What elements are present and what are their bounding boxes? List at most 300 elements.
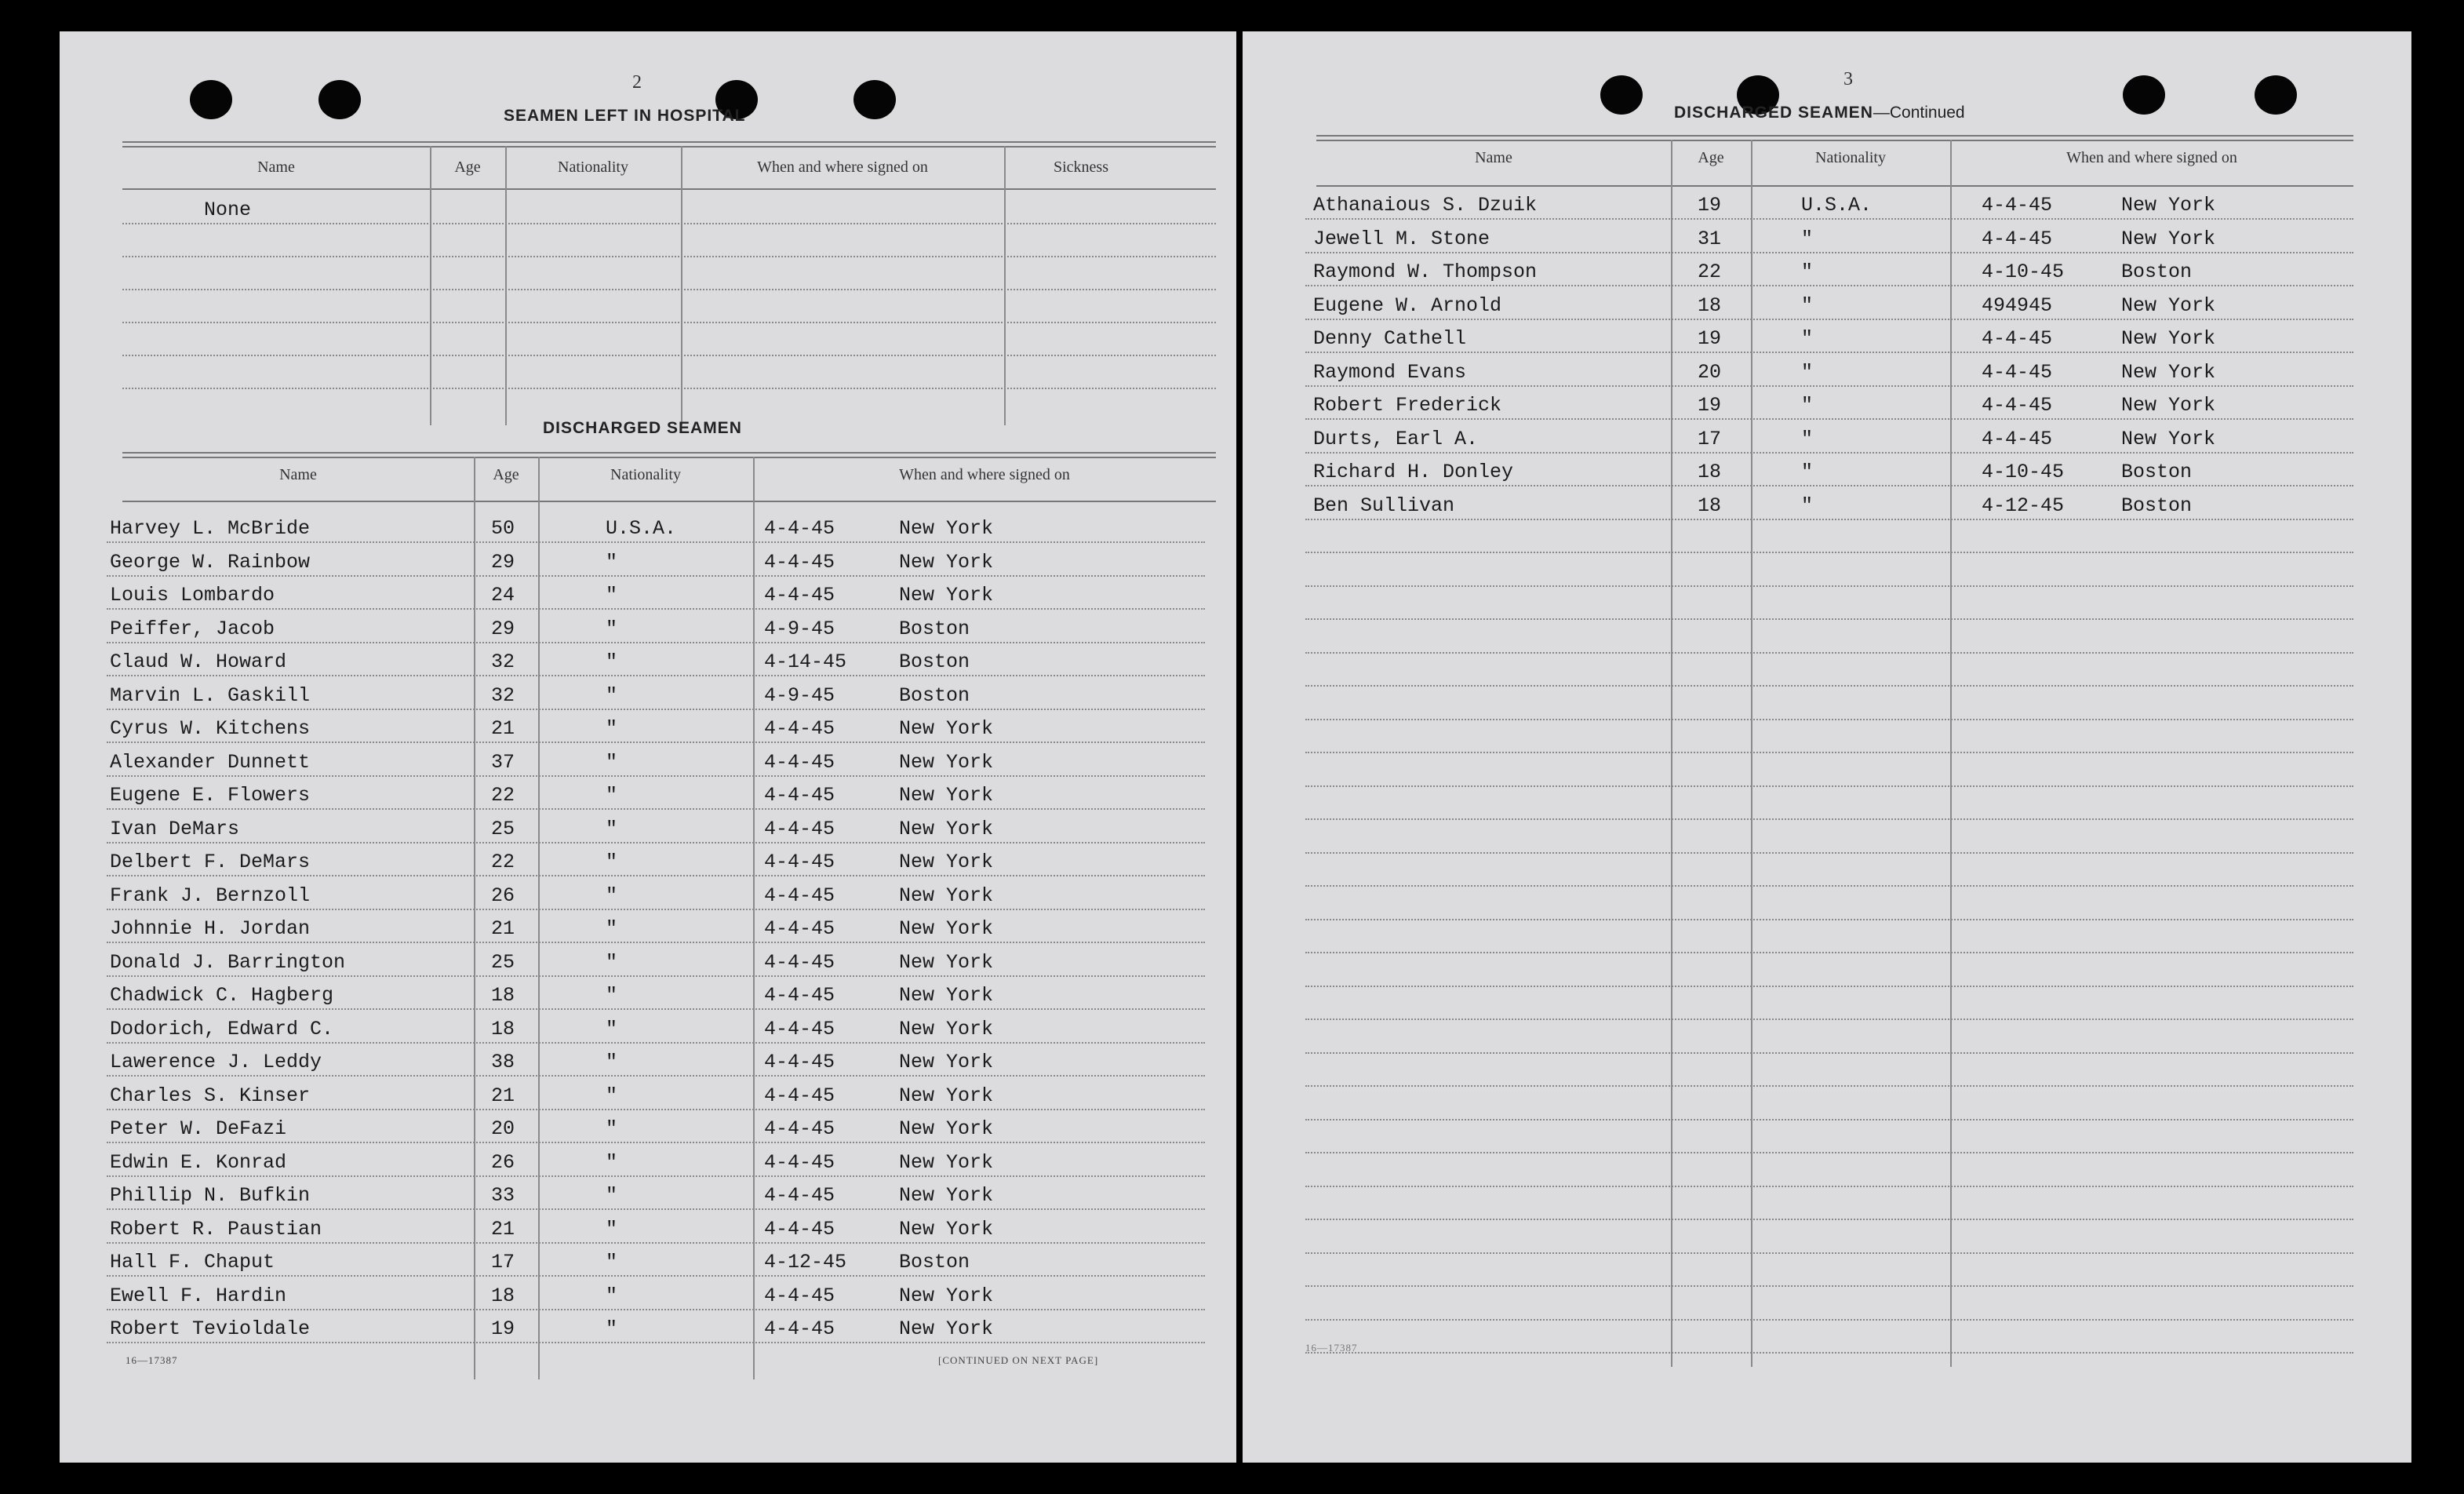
dotted-row-line [1305, 452, 2353, 454]
continued-header-age: Age [1698, 149, 1724, 166]
table-row [107, 848, 1205, 876]
table-row [107, 1015, 1205, 1044]
dotted-row-line [1305, 385, 2353, 387]
signed-on-date-cell: 4-4-45 [1982, 361, 2053, 384]
table-row [107, 1082, 1205, 1110]
seaman-nationality-cell: " [606, 1218, 618, 1241]
signed-on-place-cell: Boston [2121, 494, 2193, 517]
dotted-row-line [1305, 418, 2353, 420]
seaman-name-cell: Robert Frederick [1313, 394, 1502, 417]
seaman-nationality-cell: " [1801, 294, 1814, 317]
dotted-row-line [107, 1342, 1205, 1343]
dotted-row-line [107, 1075, 1205, 1077]
discharged-header-nationality: Nationality [610, 466, 681, 483]
seaman-age-cell: 37 [491, 751, 515, 774]
hospital-section-title: SEAMEN LEFT IN HOSPITAL [504, 107, 746, 125]
seaman-name-cell: Marvin L. Gaskill [110, 684, 311, 707]
signed-on-place-cell: Boston [899, 650, 970, 673]
dotted-row-line [107, 1142, 1205, 1143]
seaman-age-cell: 18 [1698, 494, 1722, 517]
signed-on-date-cell: 4-12-45 [764, 1251, 847, 1274]
table-row [1305, 292, 2353, 320]
signed-on-place-cell: New York [899, 884, 994, 907]
table-row [1305, 191, 2353, 220]
table-row [1305, 692, 2353, 720]
table-row [1305, 392, 2353, 420]
signed-on-date-cell: 4-4-45 [764, 884, 835, 907]
table-row [107, 615, 1205, 643]
table-row [107, 648, 1205, 676]
seaman-nationality-cell: " [606, 551, 618, 574]
dotted-row-line [107, 1275, 1205, 1277]
dotted-row-line [1305, 1052, 2353, 1054]
page-number: 3 [1843, 69, 1853, 89]
dotted-row-line [107, 575, 1205, 577]
dotted-row-line [1305, 552, 2353, 553]
seaman-nationality-cell: " [1801, 428, 1814, 450]
continued-note: [CONTINUED ON NEXT PAGE] [938, 1354, 1099, 1366]
seaman-age-cell: 32 [491, 684, 515, 707]
dotted-row-line [107, 675, 1205, 676]
signed-on-date-cell: 4-4-45 [764, 1117, 835, 1140]
signed-on-place-cell: New York [2121, 327, 2216, 350]
signed-on-date-cell: 4-4-45 [764, 851, 835, 873]
signed-on-date-cell: 4-12-45 [1982, 494, 2065, 517]
hospital-table-top-rule [122, 146, 1216, 148]
table-row [122, 229, 1216, 257]
seaman-name-cell: Frank J. Bernzoll [110, 884, 311, 907]
table-row [1305, 1159, 2353, 1187]
signed-on-date-cell: 4-4-45 [764, 1018, 835, 1040]
table-row [1305, 525, 2353, 553]
table-row [1305, 858, 2353, 887]
dotted-row-line [1305, 986, 2353, 987]
table-row [107, 548, 1205, 577]
seaman-nationality-cell: " [606, 1084, 618, 1107]
continued-header-rule [1316, 185, 2353, 187]
table-row [1305, 1092, 2353, 1120]
signed-on-date-cell: 4-4-45 [1982, 394, 2053, 417]
form-number: 16—17387 [126, 1354, 178, 1366]
discharged-table-top-rule [122, 452, 1216, 454]
table-row [1305, 1125, 2353, 1153]
table-row [1305, 1226, 2353, 1254]
signed-on-date-cell: 4-4-45 [764, 1218, 835, 1241]
seaman-name-cell: Harvey L. McBride [110, 517, 311, 540]
seaman-name-cell: Charles S. Kinser [110, 1084, 311, 1107]
seaman-name-cell: Cyrus W. Kitchens [110, 717, 311, 740]
seaman-nationality-cell: " [1801, 494, 1814, 517]
dotted-row-line [122, 322, 1216, 323]
seaman-nationality-cell: " [606, 618, 618, 640]
signed-on-place-cell: New York [899, 551, 994, 574]
signed-on-place-cell: New York [899, 984, 994, 1007]
table-row [1305, 625, 2353, 654]
signed-on-date-cell: 4-4-45 [1982, 327, 2053, 350]
dotted-row-line [1305, 618, 2353, 620]
seaman-name-cell: Donald J. Barrington [110, 951, 346, 974]
signed-on-date-cell: 4-4-45 [1982, 194, 2053, 217]
table-row [1305, 792, 2353, 820]
seaman-age-cell: 17 [491, 1251, 515, 1274]
signed-on-date-cell: 4-4-45 [764, 1284, 835, 1307]
dotted-row-line [1305, 652, 2353, 654]
discharged-header-age: Age [493, 466, 519, 483]
seaman-name-cell: Denny Cathell [1313, 327, 1467, 350]
table-row [107, 1115, 1205, 1143]
dotted-row-line [1305, 952, 2353, 953]
dotted-row-line [107, 909, 1205, 910]
seaman-name-cell: Ivan DeMars [110, 818, 240, 840]
table-row [107, 749, 1205, 777]
hospital-name-cell: None [204, 199, 252, 221]
seaman-nationality-cell: " [1801, 261, 1814, 283]
continued-header-nationality: Nationality [1815, 149, 1886, 166]
seaman-name-cell: Dodorich, Edward C. [110, 1018, 334, 1040]
signed-on-place-cell: New York [2121, 228, 2216, 250]
dotted-row-line [1305, 252, 2353, 253]
seaman-nationality-cell: " [606, 1284, 618, 1307]
signed-on-place-cell: New York [899, 751, 994, 774]
table-row [107, 1215, 1205, 1244]
seaman-nationality-cell: " [606, 751, 618, 774]
table-row [107, 915, 1205, 943]
signed-on-date-cell: 4-4-45 [764, 1084, 835, 1107]
seaman-name-cell: Ben Sullivan [1313, 494, 1455, 517]
table-row [1305, 492, 2353, 520]
dotted-row-line [1305, 1152, 2353, 1153]
seaman-age-cell: 22 [491, 784, 515, 807]
seaman-age-cell: 19 [1698, 194, 1722, 217]
dotted-row-line [107, 975, 1205, 977]
seaman-age-cell: 18 [1698, 294, 1722, 317]
signed-on-place-cell: New York [899, 517, 994, 540]
table-row [107, 682, 1205, 710]
table-row [107, 1282, 1205, 1310]
signed-on-place-cell: New York [899, 917, 994, 940]
dotted-row-line [1305, 1352, 2353, 1354]
table-row [1305, 959, 2353, 987]
signed-on-date-cell: 4-4-45 [764, 584, 835, 607]
table-row [1305, 825, 2353, 854]
table-row [1305, 1192, 2353, 1220]
signed-on-date-cell: 4-4-45 [764, 984, 835, 1007]
signed-on-place-cell: New York [899, 1218, 994, 1241]
dotted-row-line [122, 355, 1216, 356]
seaman-name-cell: Raymond W. Thompson [1313, 261, 1538, 283]
hospital-header-sickness: Sickness [1054, 159, 1108, 176]
seaman-name-cell: Peiffer, Jacob [110, 618, 275, 640]
dotted-row-line [107, 608, 1205, 610]
signed-on-place-cell: Boston [2121, 261, 2193, 283]
dotted-row-line [107, 642, 1205, 643]
seaman-name-cell: Jewell M. Stone [1313, 228, 1490, 250]
seaman-name-cell: Delbert F. DeMars [110, 851, 311, 873]
signed-on-place-cell: Boston [899, 684, 970, 707]
dotted-row-line [1305, 885, 2353, 887]
signed-on-place-cell: New York [2121, 194, 2216, 217]
table-row [122, 361, 1216, 389]
seaman-nationality-cell: " [606, 784, 618, 807]
signed-on-place-cell: New York [2121, 428, 2216, 450]
seaman-nationality-cell: " [606, 917, 618, 940]
punch-hole [2123, 75, 2165, 115]
seaman-name-cell: Chadwick C. Hagberg [110, 984, 334, 1007]
right-page [1243, 31, 2411, 1463]
continued-header-signed-on: When and where signed on [2066, 149, 2237, 166]
dotted-row-line [107, 1175, 1205, 1177]
signed-on-place-cell: New York [899, 1317, 994, 1340]
signed-on-place-cell: New York [2121, 294, 2216, 317]
dotted-row-line [1305, 352, 2353, 353]
table-row [1305, 1259, 2353, 1287]
punch-hole [318, 80, 361, 119]
table-row [1305, 658, 2353, 687]
signed-on-date-cell: 4-4-45 [764, 517, 835, 540]
seaman-nationality-cell: U.S.A. [1801, 194, 1873, 217]
seaman-name-cell: Robert R. Paustian [110, 1218, 322, 1241]
seaman-name-cell: Robert Tevioldale [110, 1317, 311, 1340]
seaman-name-cell: Edwin E. Konrad [110, 1151, 287, 1174]
form-number: 16—17387 [1305, 1342, 1358, 1354]
seaman-age-cell: 29 [491, 618, 515, 640]
signed-on-place-cell: New York [2121, 361, 2216, 384]
table-row [1305, 258, 2353, 286]
dotted-row-line [1305, 719, 2353, 720]
continued-table-top-rule [1316, 140, 2353, 141]
dotted-row-line [107, 1008, 1205, 1010]
seaman-name-cell: Athanaious S. Dzuik [1313, 194, 1538, 217]
table-row [1305, 892, 2353, 920]
seaman-age-cell: 38 [491, 1051, 515, 1073]
page-number: 2 [632, 72, 642, 93]
dotted-row-line [107, 1208, 1205, 1210]
seaman-nationality-cell: " [1801, 461, 1814, 483]
seaman-nationality-cell: " [606, 1251, 618, 1274]
signed-on-date-cell: 4-4-45 [764, 717, 835, 740]
seaman-nationality-cell: " [606, 884, 618, 907]
seaman-nationality-cell: " [606, 818, 618, 840]
table-row [1305, 759, 2353, 787]
dotted-row-line [1305, 852, 2353, 854]
dotted-row-line [1305, 1285, 2353, 1287]
signed-on-place-cell: New York [2121, 394, 2216, 417]
seaman-age-cell: 50 [491, 517, 515, 540]
dotted-row-line [107, 808, 1205, 810]
seaman-age-cell: 21 [491, 717, 515, 740]
seaman-nationality-cell: " [606, 717, 618, 740]
dotted-row-line [107, 775, 1205, 777]
seaman-nationality-cell: " [606, 1018, 618, 1040]
dotted-row-line [1305, 1119, 2353, 1120]
dotted-row-line [1305, 1219, 2353, 1220]
signed-on-place-cell: New York [899, 717, 994, 740]
seaman-age-cell: 24 [491, 584, 515, 607]
table-row [107, 815, 1205, 844]
table-row [107, 581, 1205, 610]
seaman-nationality-cell: " [606, 584, 618, 607]
seaman-nationality-cell: " [606, 684, 618, 707]
dotted-row-line [1305, 785, 2353, 787]
dotted-row-line [1305, 1252, 2353, 1254]
seaman-name-cell: George W. Rainbow [110, 551, 311, 574]
seaman-age-cell: 18 [491, 1018, 515, 1040]
seaman-nationality-cell: " [1801, 327, 1814, 350]
dotted-row-line [107, 842, 1205, 844]
signed-on-place-cell: New York [899, 784, 994, 807]
dotted-row-line [1305, 519, 2353, 520]
punch-hole [2255, 75, 2297, 115]
seaman-nationality-cell: " [606, 1151, 618, 1174]
signed-on-date-cell: 4-10-45 [1982, 461, 2065, 483]
seaman-name-cell: Claud W. Howard [110, 650, 287, 673]
signed-on-date-cell: 4-4-45 [764, 784, 835, 807]
dotted-row-line [107, 942, 1205, 943]
seaman-age-cell: 20 [1698, 361, 1722, 384]
dotted-row-line [1305, 1018, 2353, 1020]
continued-header-name: Name [1475, 149, 1512, 166]
discharged-header-rule [122, 501, 1216, 502]
seaman-age-cell: 21 [491, 917, 515, 940]
discharged-header-name: Name [279, 466, 317, 483]
seaman-nationality-cell: " [606, 951, 618, 974]
punch-hole [1600, 75, 1643, 115]
hospital-header-name: Name [257, 159, 295, 176]
seaman-age-cell: 21 [491, 1218, 515, 1241]
seaman-nationality-cell: " [606, 1317, 618, 1340]
table-row [1305, 225, 2353, 253]
table-row [107, 715, 1205, 743]
signed-on-date-cell: 4-4-45 [764, 1151, 835, 1174]
continued-section-title [1674, 104, 1965, 122]
dotted-row-line [1305, 1319, 2353, 1321]
table-row [107, 1248, 1205, 1277]
signed-on-date-cell: 4-9-45 [764, 684, 835, 707]
table-row [107, 882, 1205, 910]
seaman-age-cell: 25 [491, 818, 515, 840]
discharged-table-top-rule [122, 457, 1216, 458]
seaman-name-cell: Raymond Evans [1313, 361, 1467, 384]
seaman-age-cell: 26 [491, 1151, 515, 1174]
signed-on-date-cell: 4-4-45 [1982, 428, 2053, 450]
dotted-row-line [107, 1042, 1205, 1044]
signed-on-place-cell: New York [899, 1151, 994, 1174]
dotted-row-line [1305, 485, 2353, 486]
dotted-row-line [122, 388, 1216, 389]
table-row [1305, 325, 2353, 353]
signed-on-date-cell: 494945 [1982, 294, 2053, 317]
seaman-nationality-cell: " [606, 851, 618, 873]
seaman-age-cell: 33 [491, 1184, 515, 1207]
seaman-nationality-cell: " [606, 1117, 618, 1140]
seaman-age-cell: 22 [491, 851, 515, 873]
dotted-row-line [122, 223, 1216, 224]
table-row [1305, 1292, 2353, 1321]
signed-on-date-cell: 4-4-45 [764, 551, 835, 574]
continued-title-suffix: —Continued [1873, 104, 1965, 122]
table-row [1305, 1059, 2353, 1087]
dotted-row-line [1305, 285, 2353, 286]
dotted-row-line [107, 1109, 1205, 1110]
table-row [1305, 359, 2353, 387]
dotted-row-line [1305, 685, 2353, 687]
signed-on-place-cell: Boston [899, 618, 970, 640]
seaman-age-cell: 20 [491, 1117, 515, 1140]
signed-on-date-cell: 4-4-45 [764, 1051, 835, 1073]
dotted-row-line [107, 1242, 1205, 1244]
seaman-age-cell: 26 [491, 884, 515, 907]
table-row [1305, 559, 2353, 587]
signed-on-date-cell: 4-4-45 [764, 1184, 835, 1207]
seaman-name-cell: Phillip N. Bufkin [110, 1184, 311, 1207]
dotted-row-line [107, 875, 1205, 876]
table-row [122, 328, 1216, 356]
table-row [107, 1149, 1205, 1177]
table-row [107, 1315, 1205, 1343]
signed-on-date-cell: 4-4-45 [764, 818, 835, 840]
seaman-age-cell: 25 [491, 951, 515, 974]
seaman-name-cell: Durts, Earl A. [1313, 428, 1479, 450]
signed-on-date-cell: 4-4-45 [764, 1317, 835, 1340]
discharged-header-signed-on: When and where signed on [899, 466, 1070, 483]
seaman-nationality-cell: " [606, 650, 618, 673]
seaman-nationality-cell: " [1801, 394, 1814, 417]
table-row [107, 1182, 1205, 1210]
table-row [1305, 992, 2353, 1020]
signed-on-date-cell: 4-4-45 [764, 751, 835, 774]
table-row [107, 982, 1205, 1010]
signed-on-place-cell: New York [899, 1018, 994, 1040]
seaman-name-cell: Johnnie H. Jordan [110, 917, 311, 940]
table-row [1305, 925, 2353, 953]
table-row [1305, 725, 2353, 753]
seaman-name-cell: Peter W. DeFazi [110, 1117, 287, 1140]
dotted-row-line [1305, 818, 2353, 820]
table-row [1305, 458, 2353, 486]
left-page [60, 31, 1236, 1463]
seaman-name-cell: Eugene E. Flowers [110, 784, 311, 807]
signed-on-place-cell: New York [899, 951, 994, 974]
table-row [122, 262, 1216, 290]
signed-on-date-cell: 4-9-45 [764, 618, 835, 640]
signed-on-date-cell: 4-4-45 [764, 951, 835, 974]
signed-on-place-cell: New York [899, 1284, 994, 1307]
dotted-row-line [1305, 585, 2353, 587]
seaman-name-cell: Richard H. Donley [1313, 461, 1514, 483]
signed-on-place-cell: New York [899, 1051, 994, 1073]
hospital-header-signed-on: When and where signed on [757, 159, 928, 176]
table-row [107, 515, 1205, 543]
seaman-nationality-cell: " [606, 1051, 618, 1073]
dotted-row-line [122, 289, 1216, 290]
hospital-header-age: Age [454, 159, 481, 176]
signed-on-place-cell: New York [899, 1184, 994, 1207]
seaman-age-cell: 18 [1698, 461, 1722, 483]
seaman-name-cell: Hall F. Chaput [110, 1251, 275, 1274]
signed-on-place-cell: New York [899, 851, 994, 873]
seaman-name-cell: Lawerence J. Leddy [110, 1051, 322, 1073]
seaman-nationality-cell: " [606, 1184, 618, 1207]
dotted-row-line [1305, 218, 2353, 220]
seaman-name-cell: Ewell F. Hardin [110, 1284, 287, 1307]
seaman-nationality-cell: " [1801, 228, 1814, 250]
dotted-row-line [1305, 752, 2353, 753]
signed-on-place-cell: New York [899, 1117, 994, 1140]
seaman-age-cell: 29 [491, 551, 515, 574]
signed-on-place-cell: New York [899, 584, 994, 607]
signed-on-place-cell: Boston [2121, 461, 2193, 483]
seaman-name-cell: Louis Lombardo [110, 584, 275, 607]
